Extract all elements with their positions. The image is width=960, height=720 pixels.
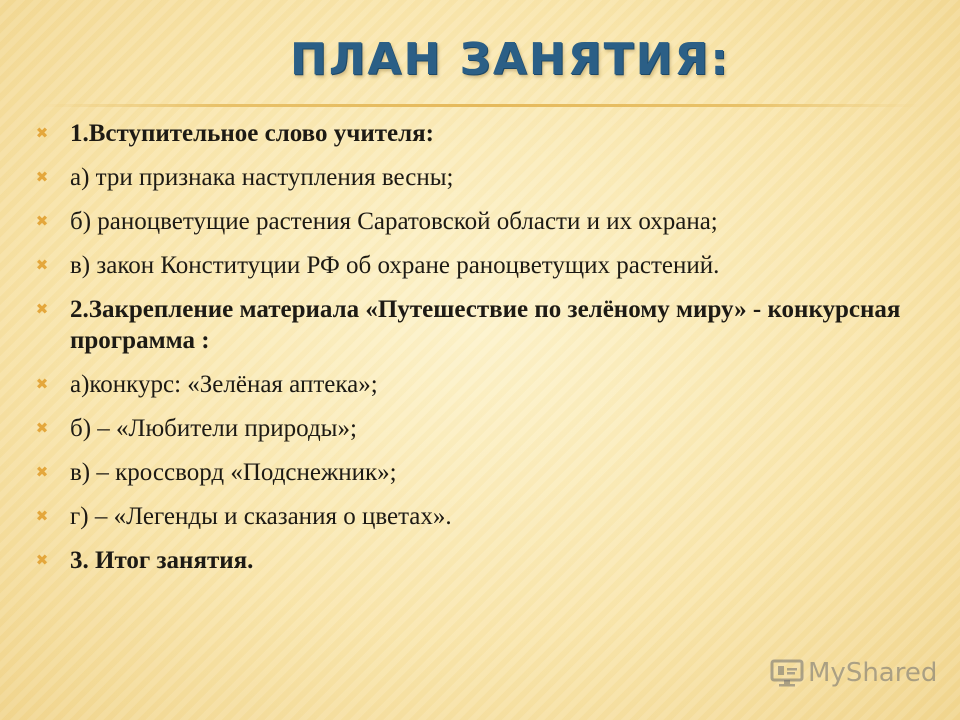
bullet-text: б) – «Любители природы»; — [70, 415, 357, 442]
bullet-item — [32, 457, 912, 488]
x-cross-bullet-icon: ✖ — [35, 419, 49, 437]
x-cross-bullet-icon: ✖ — [35, 256, 49, 274]
bullet-item — [32, 206, 912, 237]
x-cross-bullet-icon: ✖ — [35, 300, 49, 318]
bullet-item — [32, 369, 912, 400]
x-cross-bullet-icon: ✖ — [35, 375, 49, 393]
x-cross-bullet-icon: ✖ — [35, 124, 49, 142]
x-cross-bullet-icon: ✖ — [35, 212, 49, 230]
bullet-text: а) три признака наступления весны; — [70, 164, 454, 191]
x-cross-bullet-icon: ✖ — [35, 551, 49, 569]
bullet-text: в) – кроссворд «Подснежник»; — [70, 459, 397, 486]
title-divider — [40, 104, 920, 107]
bullet-text: 1.Вступительное слово учителя: — [70, 120, 434, 147]
bullet-item — [32, 250, 912, 281]
bullet-item — [32, 413, 912, 444]
bullet-text: 3. Итог занятия. — [70, 547, 254, 574]
bullet-item — [32, 294, 912, 356]
bullet-text: в) закон Конституции РФ об охране раноцветущих растений. — [70, 252, 720, 279]
bullet-text: г) – «Легенды и сказания о цветах». — [70, 503, 452, 530]
bullet-item — [32, 501, 912, 532]
bullet-text: а)конкурс: «Зелёная аптека»; — [70, 371, 378, 398]
bullet-item — [32, 545, 912, 576]
slide-title: ПЛАН ЗАНЯТИЯ: — [290, 34, 730, 85]
x-cross-bullet-icon: ✖ — [35, 507, 49, 525]
bullet-text: 2.Закрепление материала «Путешествие по зелёному миру» - конкурсная программа : — [70, 296, 901, 354]
watermark-text: MyShared — [808, 658, 938, 688]
monitor-icon — [770, 658, 804, 688]
bullet-list — [32, 118, 912, 589]
watermark — [770, 656, 937, 690]
bullet-item — [32, 162, 912, 193]
bullet-text: б) раноцветущие растения Саратовской области и их охрана; — [70, 208, 718, 235]
bullet-item — [32, 118, 912, 149]
x-cross-bullet-icon: ✖ — [35, 463, 49, 481]
x-cross-bullet-icon: ✖ — [35, 168, 49, 186]
